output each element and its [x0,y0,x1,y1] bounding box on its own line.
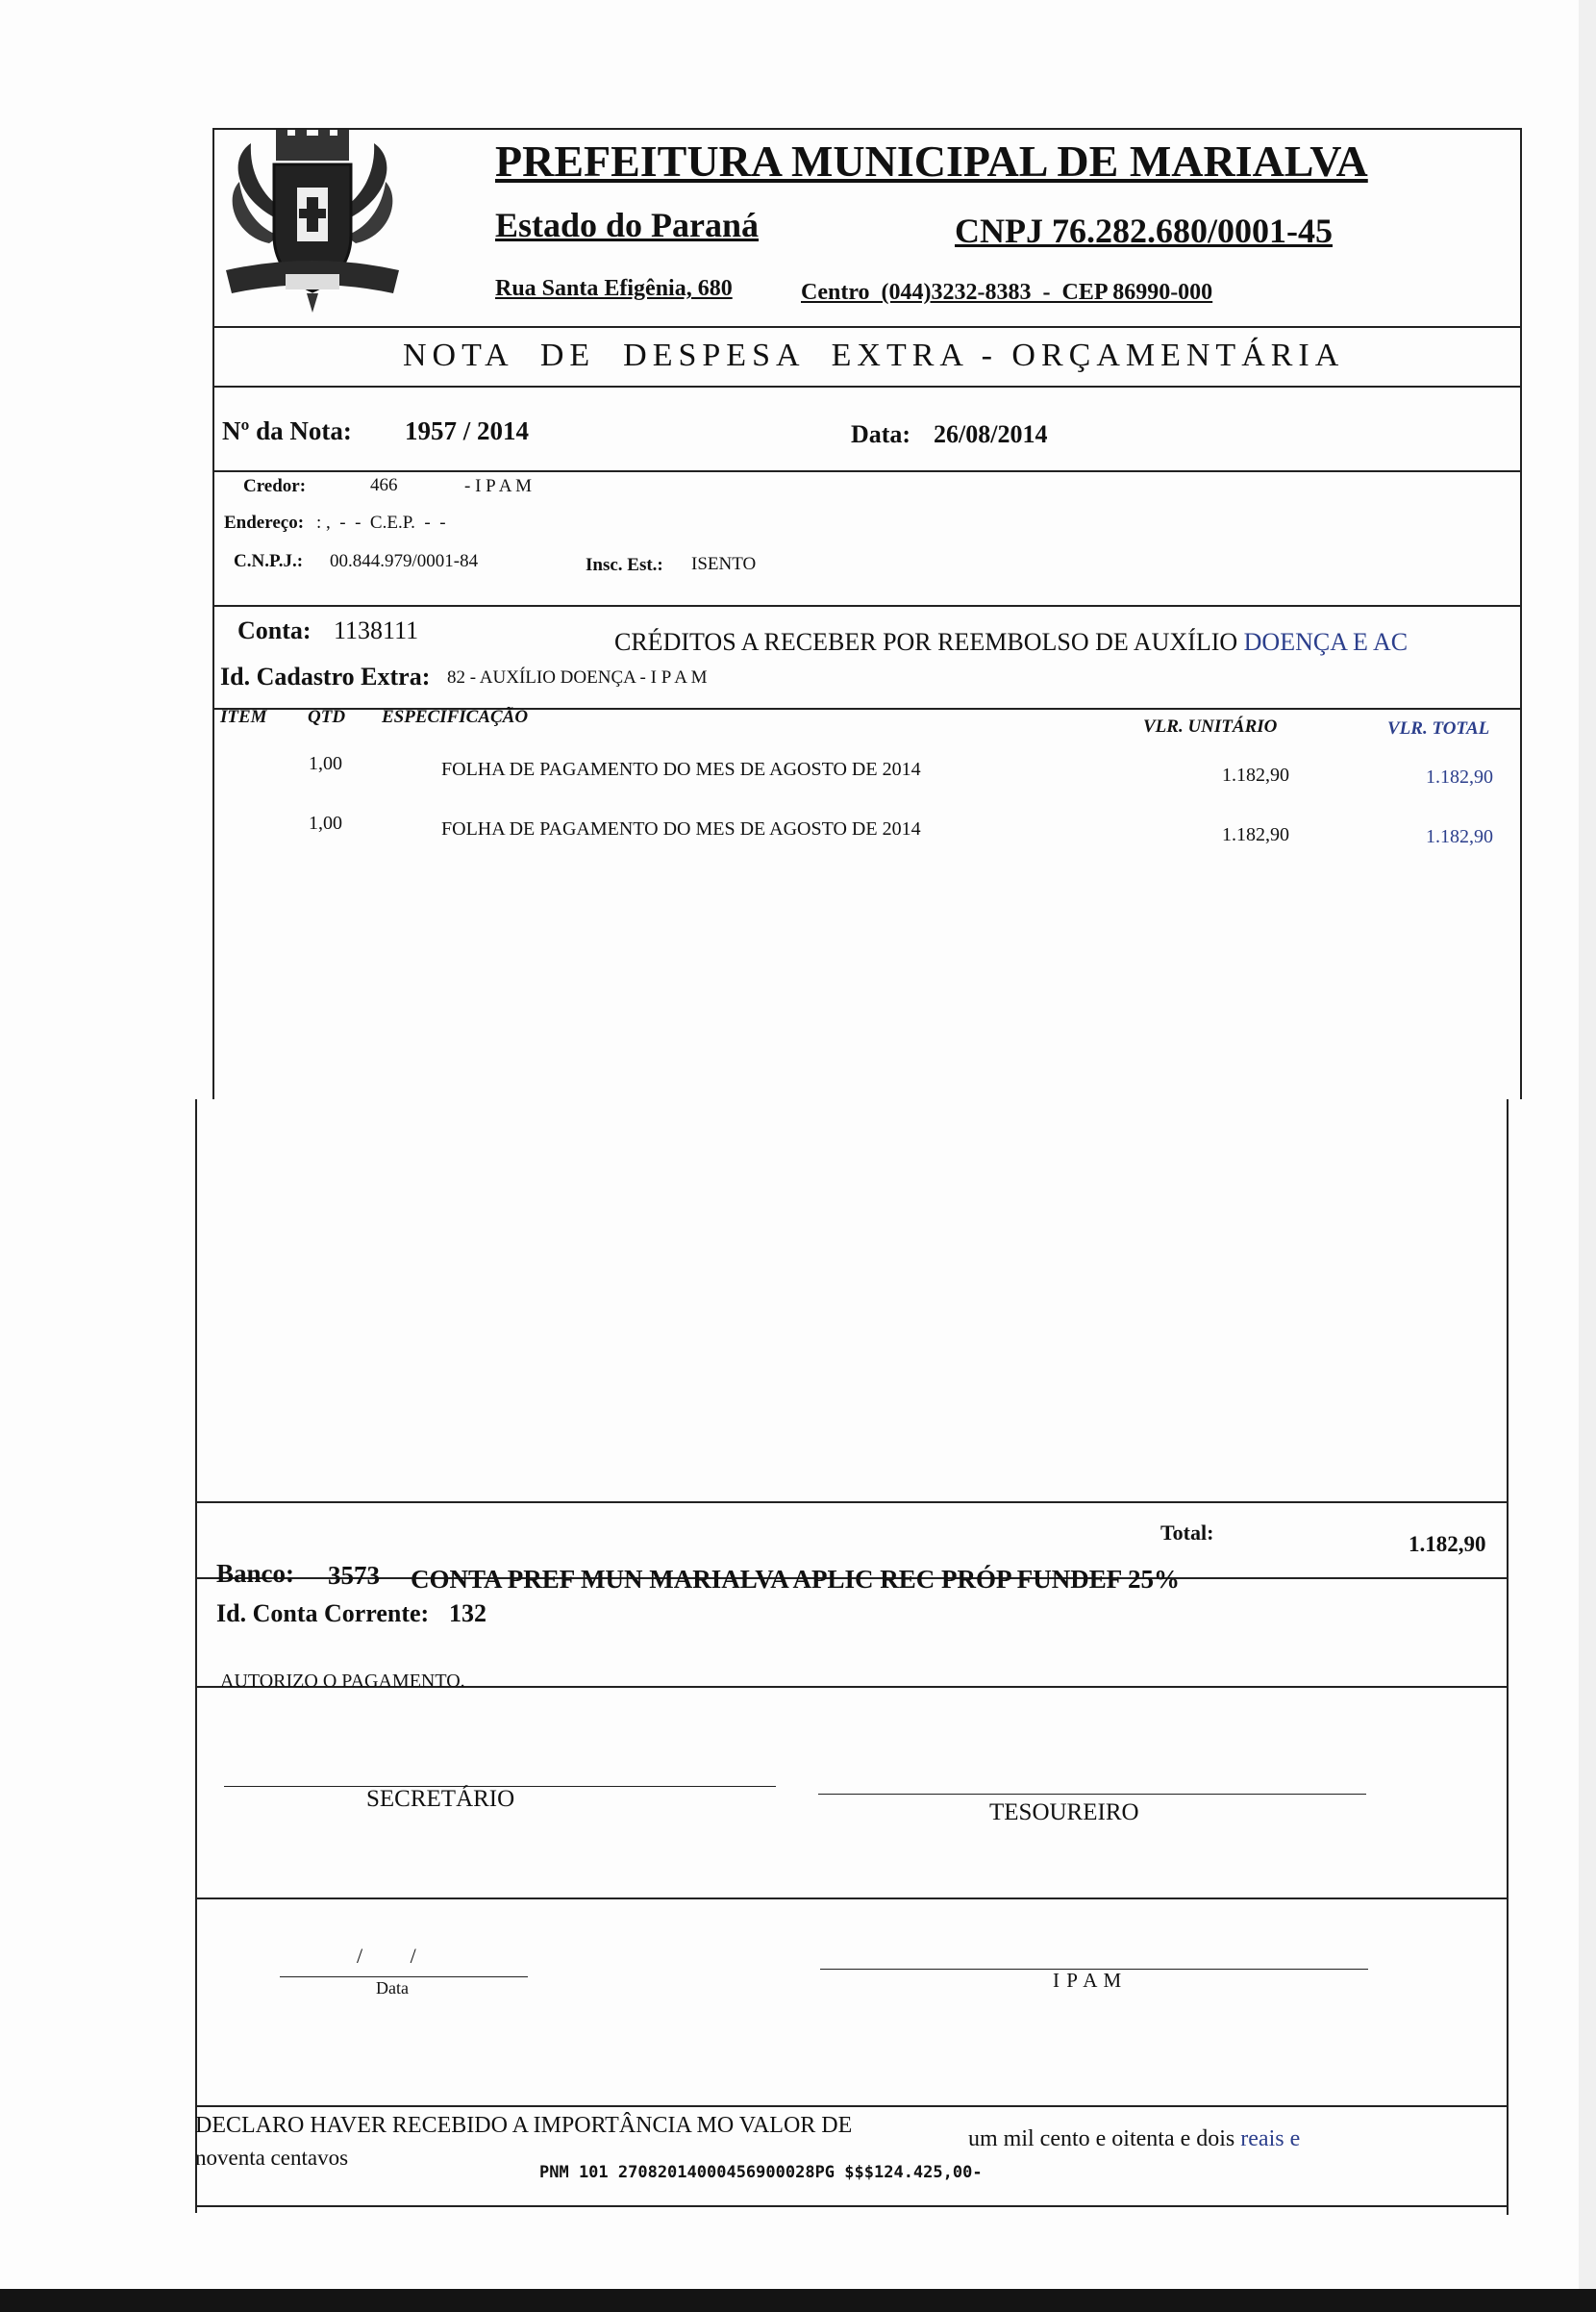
row-1-qtd: 1,00 [309,753,342,774]
credor-label: Credor: [243,476,307,496]
row-2-qtd: 1,00 [309,813,342,834]
conta-description: CRÉDITOS A RECEBER POR REEMBOLSO DE AUXÍLIO DOENÇA E AC [614,628,1409,656]
authorization-text: AUTORIZO O PAGAMENTO. [220,1671,465,1692]
rule-table-end [195,1501,1509,1503]
conta-corrente-value: 132 [449,1599,486,1627]
issuer-title: PREFEITURA MUNICIPAL DE MARIALVA [495,137,1368,186]
credor-name: - I P A M [464,476,533,496]
col-header-qtd: QTD [308,707,346,727]
total-label: Total: [1160,1520,1214,1545]
endereco-value: : , - - C.E.P. - - [316,513,446,533]
ipam-label: I P A M [1053,1969,1123,1992]
row-1-spec: FOLHA DE PAGAMENTO DO MES DE AGOSTO DE 2014 [441,759,921,780]
insc-est-label: Insc. Est.: [586,555,663,575]
nota-number-label: Nº da Nota: [222,416,352,445]
rule-header [212,326,1522,328]
frame-top [212,128,1522,130]
cadastro-extra-label: Id. Cadastro Extra: [220,663,431,691]
amount-in-words: um mil cento e oitenta e dois reais e [968,2126,1301,2151]
insc-est-value: ISENTO [691,554,757,574]
scan-edge-bottom [0,2289,1596,2312]
municipal-coat-of-arms-icon [216,130,409,314]
scan-edge-right [1579,0,1596,2312]
rule-creditor [212,605,1522,607]
rule-doc-title [212,386,1522,388]
row-2-spec: FOLHA DE PAGAMENTO DO MES DE AGOSTO DE 2014 [441,818,921,840]
rule-authorization [195,1897,1509,1899]
nota-number: 1957 / 2014 [405,416,530,445]
frame-left-top [212,128,214,1099]
receipt-date-line [280,1976,528,1977]
frame-left-bottom [195,1099,197,2213]
receipt-date-label: Data [376,1978,409,1998]
secretario-label: SECRETÁRIO [366,1786,515,1812]
row-1-unit: 1.182,90 [1222,765,1289,786]
mechanical-authentication: PNM 101 27082014000456900028PG $$$124.425,00- [539,2163,983,2182]
col-header-item: ITEM [220,707,267,727]
banco-code: 3573 [328,1561,380,1590]
tesoureiro-label: TESOUREIRO [989,1799,1139,1825]
frame-bottom [195,2205,1509,2207]
row-1-total: 1.182,90 [1426,766,1493,788]
rule-nota [212,470,1522,472]
amount-in-words-continued: noventa centavos [195,2146,349,2170]
frame-right-bottom [1507,1099,1509,2215]
tesoureiro-signature-line [818,1794,1366,1795]
col-header-spec: ESPECIFICAÇÃO [382,707,529,727]
issuer-cnpj: CNPJ 76.282.680/0001-45 [955,212,1333,250]
declaration-text: DECLARO HAVER RECEBIDO A IMPORTÂNCIA MO VALOR DE [195,2113,853,2138]
cadastro-extra-value: 82 - AUXÍLIO DOENÇA - I P A M [447,667,708,688]
banco-label: Banco: [216,1559,294,1588]
credor-code: 466 [370,475,398,495]
conta-number: 1138111 [334,616,419,644]
conta-label: Conta: [237,616,312,644]
col-header-total-value: VLR. TOTAL [1387,718,1490,739]
cnpj-label: C.N.P.J.: [234,551,304,571]
issuer-address-street: Rua Santa Efigênia, 680 [495,276,733,301]
frame-right-top [1520,128,1522,1099]
row-2-total: 1.182,90 [1426,826,1493,847]
endereco-label: Endereço: [224,513,305,533]
issuer-address-contact: Centro (044)3232-8383 - CEP 86990-000 [801,280,1213,305]
total-value: 1.182,90 [1409,1532,1486,1556]
rule-receipt [195,2105,1509,2107]
document-title: NOTA DE DESPESA EXTRA - ORÇAMENTÁRIA [403,338,1345,373]
nota-date: 26/08/2014 [934,420,1048,448]
expense-note-form [195,128,1522,2205]
conta-corrente-label: Id. Conta Corrente: [216,1599,430,1627]
row-2-unit: 1.182,90 [1222,824,1289,845]
col-header-unit-value: VLR. UNITÁRIO [1143,716,1278,737]
issuer-state: Estado do Paraná [495,206,760,244]
banco-name: CONTA PREF MUN MARIALVA APLIC REC PRÓP FUNDEF 25% [411,1565,1181,1594]
receipt-date-slashes: / / [357,1944,416,1968]
cnpj-value: 00.844.979/0001-84 [330,551,479,571]
nota-date-label: Data: [851,420,911,448]
